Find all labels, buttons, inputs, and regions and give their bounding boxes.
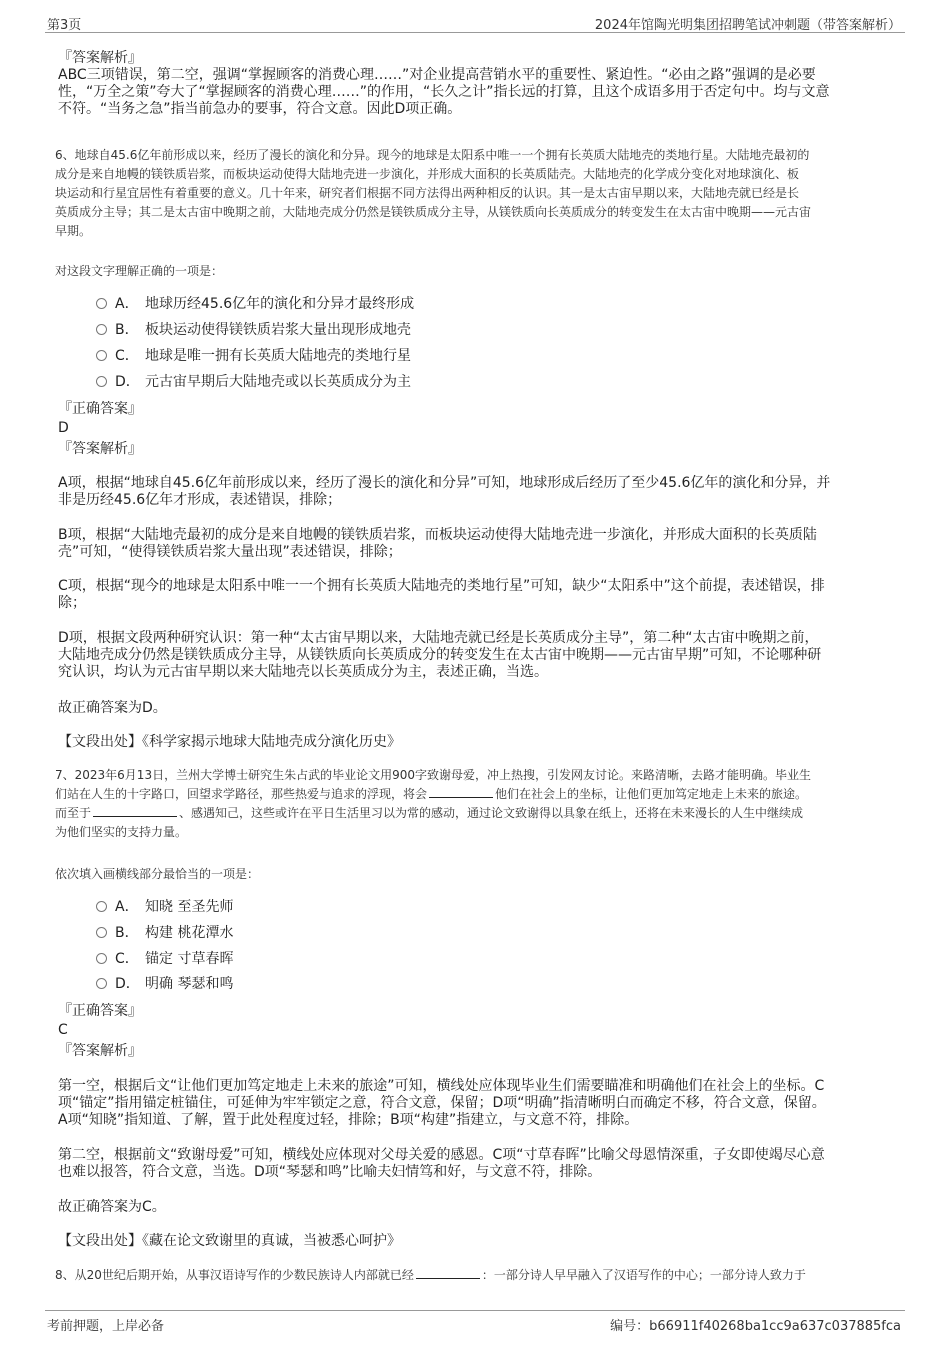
option-text: 构建 桃花潭水 <box>145 925 234 941</box>
q7-correct-label: 『正确答案』 <box>58 1003 142 1019</box>
radio-icon[interactable] <box>96 324 107 335</box>
radio-icon[interactable] <box>96 927 107 938</box>
q5-analysis-label: 『答案解析』 <box>58 50 142 66</box>
option-letter: A． <box>115 296 139 312</box>
q7-analysis-second <box>58 1147 893 1181</box>
text-line: 不符。“当务之急”指当前急办的要事，符合文意。因此D项正确。 <box>58 101 462 117</box>
text-line: 块运动和行星宜居性有着重要的意义。几十年来，研究者们根据不同方法得出两种相反的认识。其一是太古宙早期以来，大陆地壳就已经是长 <box>55 186 800 200</box>
text-segment: 们站在人生的十字路口，回望求学路径，那些热爱与追求的浮现，将会 <box>55 787 428 801</box>
q6-question <box>55 146 900 241</box>
fill-blank <box>93 804 177 817</box>
option-letter: B． <box>115 925 139 941</box>
option-letter: C． <box>115 951 139 967</box>
q6-prompt: 对这段文字理解正确的一项是： <box>55 264 224 278</box>
q7-option-a[interactable] <box>96 898 233 916</box>
option-text: 明确 琴瑟和鸣 <box>145 976 234 992</box>
text-line <box>55 804 900 823</box>
text-line: 6、地球自45.6亿年前形成以来，经历了漫长的演化和分异。现今的地球是太阳系中唯一一个拥有长英质大陆地壳的类地行星。大陆地壳最初的 <box>55 148 810 162</box>
fill-blank <box>416 1266 480 1279</box>
q5-analysis <box>58 67 893 118</box>
text-line: 成分是来自地幔的镁铁质岩浆，而板块运动使得大陆地壳进一步演化，并形成大面积的长英质陆壳。大陆地壳的化学成分变化对地球演化、板 <box>55 167 800 181</box>
q6-analysis-d <box>58 630 893 681</box>
text-line: B项，根据“大陆地壳最初的成分是来自地幔的镁铁质岩浆，而板块运动使得大陆地壳进一步演化，并形成大面积的长英质陆 <box>58 527 817 543</box>
q6-conclusion: 故正确答案为D。 <box>58 700 167 716</box>
text-line: C项，根据“现今的地球是太阳系中唯一一个拥有长英质大陆地壳的类地行星”可知，缺少“太阳系中”这个前提，表述错误，排 <box>58 578 825 594</box>
option-letter: A． <box>115 899 139 915</box>
text-line: ABC三项错误，第二空，强调“掌握顾客的消费心理……”对企业提高营销水平的重要性、紧迫性。“必由之路”强调的是必要 <box>58 67 816 83</box>
text-line <box>55 785 900 804</box>
option-text: 板块运动使得镁铁质岩浆大量出现形成地壳 <box>145 322 411 338</box>
text-line: 非是历经45.6亿年才形成，表述错误，排除； <box>58 492 342 508</box>
option-text: 地球历经45.6亿年的演化和分异才最终形成 <box>145 296 415 312</box>
radio-icon[interactable] <box>96 376 107 387</box>
q6-option-b[interactable] <box>96 321 411 339</box>
q6-correct-answer: D <box>58 420 69 436</box>
text-line: 第一空，根据后文“让他们更加笃定地走上未来的旅途”可知，横线处应体现毕业生们需要瞄准和明确他们在社会上的坐标。C <box>58 1078 825 1094</box>
text-segment: ：一部分诗人早早融入了汉语写作的中心；一部分诗人致力于 <box>481 1268 806 1282</box>
text-line: 大陆地壳成分仍然是镁铁质成分主导，从镁铁质向长英质成分的转变发生在太古宙中晚期——元古宙早期”可知，不论哪种研 <box>58 647 822 663</box>
q7-prompt: 依次填入画横线部分最恰当的一项是： <box>55 867 260 881</box>
q7-source: 【文段出处】《藏在论文致谢里的真诚，当被悉心呵护》 <box>58 1233 401 1249</box>
option-text: 元古宙早期后大陆地壳或以长英质成分为主 <box>145 374 411 390</box>
radio-icon[interactable] <box>96 953 107 964</box>
page-header <box>45 10 905 33</box>
text-line: 早期。 <box>55 224 92 238</box>
q7-correct-answer: C <box>58 1022 68 1038</box>
text-line: A项“知晓”指知道、了解，置于此处程度过轻，排除；B项“构建”指建立，与文意不符，排除。 <box>58 1112 639 1128</box>
text-segment: 他们在社会上的坐标，让他们更加笃定地走上未来的旅途。 <box>495 787 808 801</box>
q6-option-a[interactable] <box>96 295 414 313</box>
q6-analysis-b <box>58 527 893 561</box>
q7-option-c[interactable] <box>96 950 233 968</box>
radio-icon[interactable] <box>96 298 107 309</box>
option-letter: D． <box>115 374 140 390</box>
text-line: D项，根据文段两种研究认识：第一种“太古宙早期以来，大陆地壳就已经是长英质成分主导”，第二种“太古宙中晚期之前， <box>58 630 819 646</box>
text-line: 项“锚定”指用锚定桩锚住，可延伸为牢牢锁定之意，符合文意，保留；D项“明确”指清晰明白而确定不移，符合文意，保留。 <box>58 1095 826 1111</box>
text-line: 为他们坚实的支持力量。 <box>55 825 188 839</box>
q7-question <box>55 766 900 842</box>
text-line: 性，“万全之策”夸大了“掌握顾客的消费心理……”的作用，“长久之计”指长远的打算，且这个成语多用于否定句中。均与文意 <box>58 84 830 100</box>
q7-option-b[interactable] <box>96 924 233 942</box>
radio-icon[interactable] <box>96 901 107 912</box>
q6-option-d[interactable] <box>96 373 411 391</box>
page-footer <box>45 1310 905 1337</box>
q6-analysis-label: 『答案解析』 <box>58 441 142 457</box>
text-segment: 而至于 <box>55 806 92 820</box>
text-line: A项，根据“地球自45.6亿年前形成以来，经历了漫长的演化和分异”可知，地球形成后经历了至少45.6亿年的演化和分异，并 <box>58 475 831 491</box>
radio-icon[interactable] <box>96 978 107 989</box>
text-segment: 8、从20世纪后期开始，从事汉语诗写作的少数民族诗人内部就已经 <box>55 1268 414 1282</box>
option-text: 地球是唯一拥有长英质大陆地壳的类地行星 <box>145 348 411 364</box>
q7-conclusion: 故正确答案为C。 <box>58 1199 166 1215</box>
text-line: 也难以报答，符合文意，当选。D项“琴瑟和鸣”比喻夫妇情笃和好，与文意不符，排除。 <box>58 1164 602 1180</box>
q7-analysis-first <box>58 1078 893 1129</box>
q8-question <box>55 1266 900 1285</box>
fill-blank <box>429 785 493 798</box>
text-line: 壳”可知，“使得镁铁质岩浆大量出现”表述错误，排除； <box>58 544 402 560</box>
q6-source: 【文段出处】《科学家揭示地球大陆地壳成分演化历史》 <box>58 734 401 750</box>
q6-analysis-a <box>58 475 893 509</box>
option-text: 知晓 至圣先师 <box>145 899 234 915</box>
footer-slogan: 考前押题，上岸必备 <box>47 1319 165 1334</box>
text-line: 第二空，根据前文“致谢母爱”可知，横线处应体现对父母关爱的感恩。C项“寸草春晖”比喻父母恩情深重，子女即使竭尽心意 <box>58 1147 825 1163</box>
option-letter: D． <box>115 976 140 992</box>
q7-analysis-label: 『答案解析』 <box>58 1043 142 1059</box>
radio-icon[interactable] <box>96 350 107 361</box>
page-number: 第3页 <box>47 18 82 33</box>
text-line: 究认识，均认为元古宙早期以来大陆地壳以长英质成分为主，表述正确，当选。 <box>58 664 548 680</box>
text-segment: 、感遇知己，这些或许在平日生活里习以为常的感动，通过论文致谢得以具象在纸上，还将在未来漫长的人生中继续成 <box>179 806 804 820</box>
option-letter: B． <box>115 322 139 338</box>
q6-correct-label: 『正确答案』 <box>58 401 142 417</box>
document-title: 2024年馆陶光明集团招聘笔试冲刺题（带答案解析） <box>594 18 901 33</box>
text-line: 英质成分主导；其二是太古宙中晚期之前，大陆地壳成分仍然是镁铁质成分主导，从镁铁质向长英质成分的转变发生在太古宙中晚期——元古宙 <box>55 205 812 219</box>
q7-option-d[interactable] <box>96 975 233 993</box>
document-id: 编号：b66911f40268ba1cc9a637c037885fca <box>610 1319 901 1334</box>
q6-option-c[interactable] <box>96 347 411 365</box>
option-text: 锚定 寸草春晖 <box>145 951 234 967</box>
text-line: 除； <box>58 595 86 611</box>
option-letter: C． <box>115 348 139 364</box>
text-line: 7、2023年6月13日，兰州大学博士研究生朱占武的毕业论文用900字致谢母爱，冲上热搜，引发网友讨论。来路清晰，去路才能明确。毕业生 <box>55 768 811 782</box>
q6-analysis-c <box>58 578 893 612</box>
